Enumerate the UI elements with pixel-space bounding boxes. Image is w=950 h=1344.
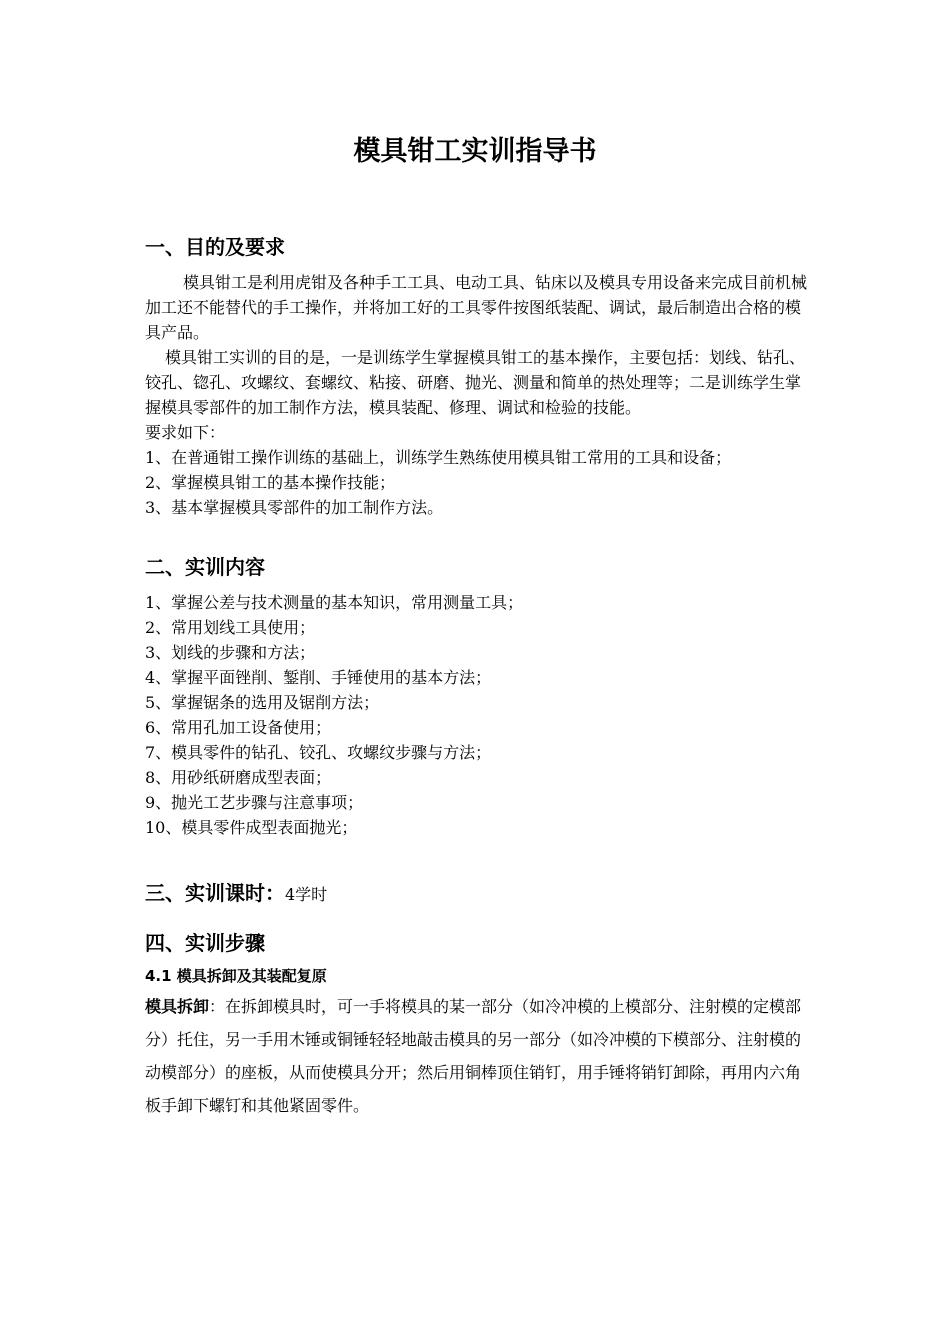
list-item: 6、常用孔加工设备使用； xyxy=(145,718,332,737)
paragraph xyxy=(145,990,810,1122)
paragraph-text: 在拆卸模具时，可一手将模具的某一部分（如冷冲模的上模部分、注射模的定模部分）托住，另一手用木锤或铜锤轻轻地敲击模具的另一部分（如冷冲模的下模部分、注射模的动模部分）的座板，从而使模具分开；然后用铜棒顶住销钉，用手锤将销钉卸除，再用内六角板手卸下螺钉和其他紧固零件。 xyxy=(145,997,802,1115)
lead-colon: ： xyxy=(209,997,226,1016)
list-item: 9、抛光工艺步骤与注意事项； xyxy=(145,793,364,812)
section-heading-hours-label: 三、实训课时： xyxy=(145,881,285,905)
subsection-heading: 4.1 模具拆卸及其装配复原 xyxy=(145,967,327,985)
list-item: 3、基本掌握模具零部件的加工制作方法。 xyxy=(145,498,444,517)
document-body xyxy=(145,230,810,1122)
list-item: 5、掌握锯条的选用及锯削方法； xyxy=(145,693,380,712)
section-heading-purpose: 一、目的及要求 xyxy=(145,235,285,259)
lead-term: 模具拆卸 xyxy=(145,997,210,1016)
list-item: 3、划线的步骤和方法； xyxy=(145,643,316,662)
section-heading-content: 二、实训内容 xyxy=(145,555,265,579)
list-item: 1、在普通钳工操作训练的基础上，训练学生熟练使用模具钳工常用的工具和设备； xyxy=(145,448,732,467)
list-item: 1、掌握公差与技术测量的基本知识，常用测量工具； xyxy=(145,593,524,612)
requirements-intro: 要求如下： xyxy=(145,423,226,442)
list-item: 2、常用划线工具使用； xyxy=(145,618,316,637)
list-item: 2、掌握模具钳工的基本操作技能； xyxy=(145,473,396,492)
list-item: 10、模具零件成型表面抛光； xyxy=(145,818,358,837)
paragraph: 模具钳工是利用虎钳及各种手工工具、电动工具、钻床以及模具专用设备来完成目前机械加工还不能替代的手工操作，并将加工好的工具零件按图纸装配、调试，最后制造出合格的模具产品。 xyxy=(145,273,808,342)
list-item: 4、掌握平面锉削、錾削、手锤使用的基本方法； xyxy=(145,668,492,687)
section-heading-hours xyxy=(145,876,810,912)
training-hours-value: 4学时 xyxy=(285,885,328,904)
document-title: 模具钳工实训指导书 xyxy=(353,136,597,167)
list-item: 7、模具零件的钻孔、铰孔、攻螺纹步骤与方法； xyxy=(145,743,492,762)
section-heading-steps: 四、实训步骤 xyxy=(145,931,265,955)
paragraph: 模具钳工实训的目的是，一是训练学生掌握模具钳工的基本操作，主要包括：划线、钻孔、铰孔、锪孔、攻螺纹、套螺纹、粘接、研磨、抛光、测量和简单的热处理等；二是训练学生掌握模具零部件的加工制作方法，模具装配、修理、调试和检验的技能。 xyxy=(145,348,806,417)
list-item: 8、用砂纸研磨成型表面； xyxy=(145,768,332,787)
